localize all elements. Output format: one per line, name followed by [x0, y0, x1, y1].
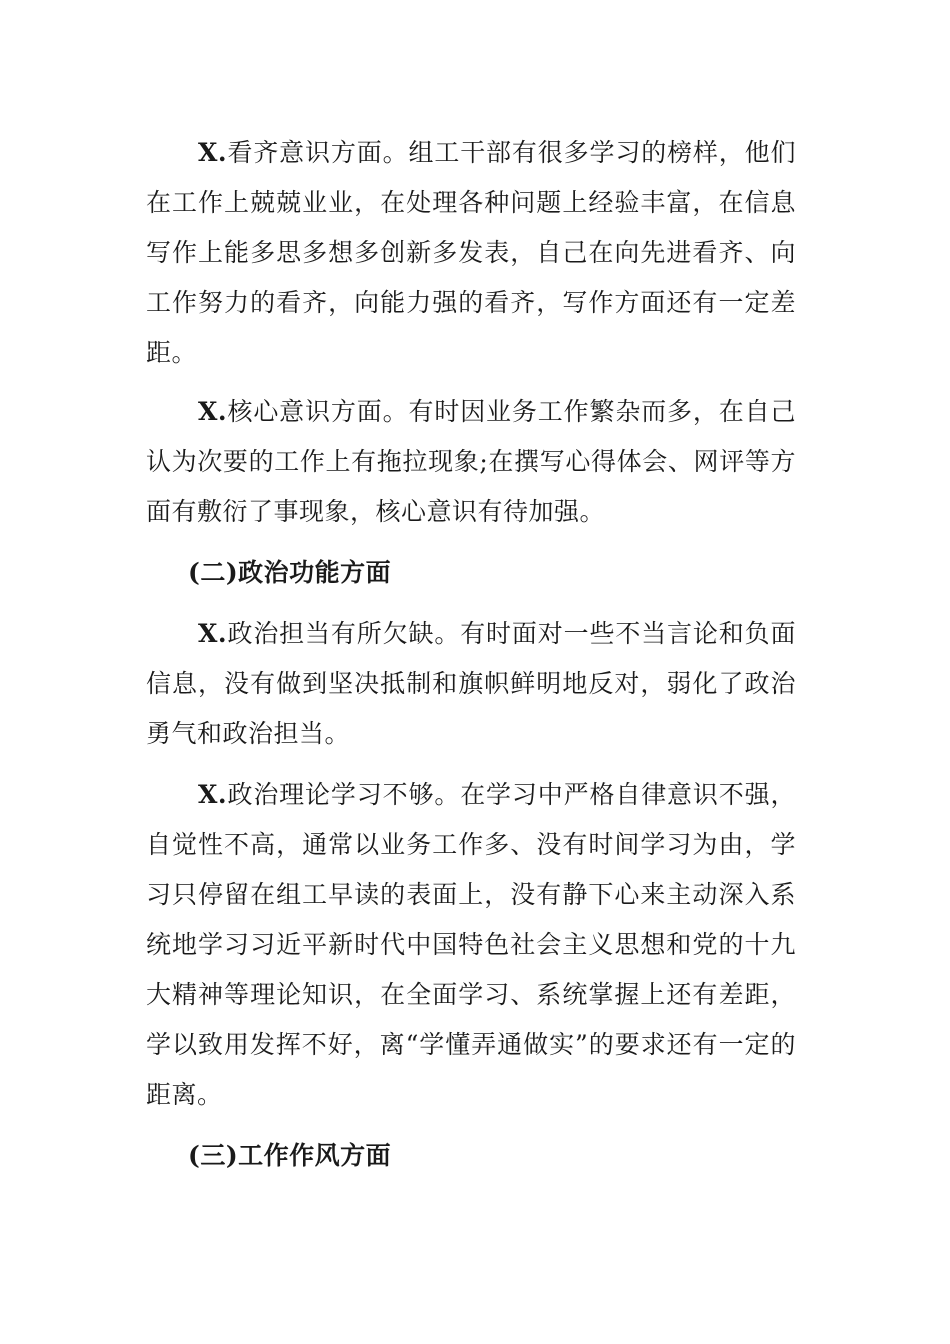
- paragraph-core-awareness: [146, 387, 796, 537]
- paragraph-text: 政治理论学习不够。在学习中严格自律意识不强，自觉性不高，通常以业务工作多、没有时间学习为由，学习只停留在组工早读的表面上，没有静下心来主动深入系统地学习习近平新时代中国特色社会主义思想和党的十九大精神等理论知识，在全面学习、系统掌握上还有差距，学以致用发挥不好，离“学懂弄通做实”的要求还有一定的距离。: [146, 780, 796, 1109]
- item-marker: X.: [198, 780, 228, 809]
- section-heading-work-style: (三)工作作风方面: [188, 1141, 392, 1170]
- item-marker: X.: [198, 138, 228, 167]
- paragraph-text: 政治担当有所欠缺。有时面对一些不当言论和负面信息，没有做到坚决抵制和旗帜鲜明地反对，弱化了政治勇气和政治担当。: [146, 619, 796, 748]
- item-marker: X.: [198, 397, 228, 426]
- paragraph-political-responsibility: [146, 609, 796, 759]
- section-heading-political-function: (二)政治功能方面: [188, 558, 392, 587]
- paragraph-text: 核心意识方面。有时因业务工作繁杂而多，在自己认为次要的工作上有拖拉现象;在撰写心得体会、网评等方面有敷衍了事现象，核心意识有待加强。: [146, 397, 796, 526]
- paragraph-alignment-awareness: [146, 128, 796, 378]
- item-marker: X.: [198, 619, 228, 648]
- paragraph-theory-study: [146, 770, 796, 1120]
- paragraph-text: 看齐意识方面。组工干部有很多学习的榜样，他们在工作上兢兢业业，在处理各种问题上经验丰富，在信息写作上能多思多想多创新多发表，自己在向先进看齐、向工作努力的看齐，向能力强的看齐，写作方面还有一定差距。: [146, 138, 796, 367]
